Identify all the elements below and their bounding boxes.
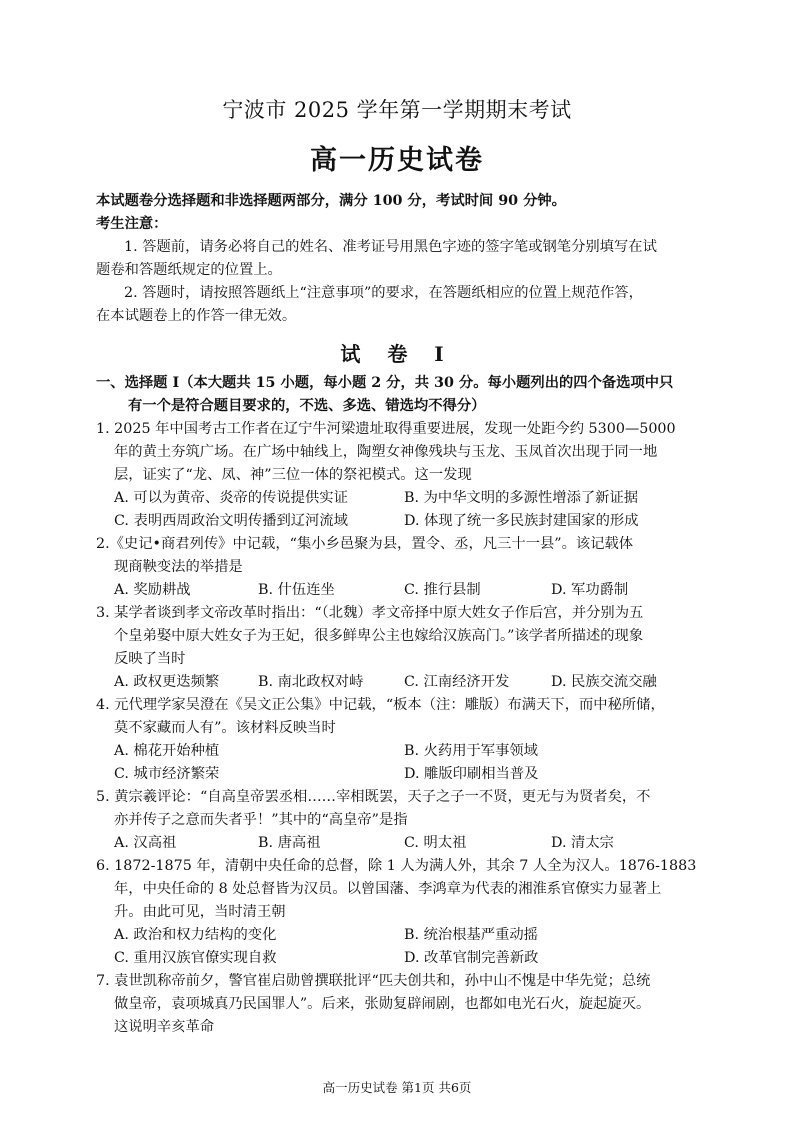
question-3-option-a: A. 政权更迭频繁 bbox=[114, 674, 220, 690]
question-4-option-b: B. 火药用于军事领域 bbox=[404, 743, 538, 759]
question-6-line-1: 6. 1872-1875 年，清朝中央任命的总督，除 1 人为满人外，其余 7 人全为汉人。1876-1883 bbox=[96, 858, 697, 874]
notice-item-1-cont: 题卷和答题纸规定的位置上。 bbox=[96, 262, 282, 278]
question-5-option-d: D. 清太宗 bbox=[551, 835, 614, 851]
question-1-line-3: 层，证实了“龙、凤、神”三位一体的祭祀模式。这一发现 bbox=[114, 467, 472, 483]
question-2-option-d: D. 军功爵制 bbox=[551, 582, 629, 598]
question-1-line-2: 年的黄土夯筑广场。在广场中轴线上，陶塑女神像残块与玉龙、玉凤首次出现于同一地 bbox=[114, 444, 658, 460]
question-6-line-3: 升。由此可见，当时清王朝 bbox=[114, 904, 286, 920]
question-6-option-a: A. 政治和权力结构的变化 bbox=[114, 927, 277, 943]
notice-label: 考生注意： bbox=[96, 216, 168, 232]
question-7-line-3: 这说明辛亥革命 bbox=[114, 1019, 215, 1035]
question-3-line-2: 个皇弟娶中原大姓女子为王妃，很多鲜卑公主也嫁给汉族高门。”该学者所描述的现象 bbox=[114, 628, 644, 644]
page-footer: 高一历史试卷 第1页 共6页 bbox=[322, 1080, 472, 1095]
question-4-option-c: C. 城市经济繁荣 bbox=[114, 766, 220, 782]
question-7-line-2: 做皇帝，袁项城真乃民国罪人”。后来，张勋复辟闹剧，也都如电光石火，旋起旋灭。 bbox=[114, 996, 651, 1012]
question-7-line-1: 7. 袁世凯称帝前夕，警官崔启勋曾撰联批评“匹夫创共和，孙中山不愧是中华先觉；总统 bbox=[96, 973, 651, 989]
question-3-option-c: C. 江南经济开发 bbox=[404, 674, 510, 690]
notice-item-1: 1. 答题前，请务必将自己的姓名、准考证号用黑色字迹的签字笔或钢笔分别填写在试 bbox=[124, 239, 657, 255]
question-1-line-1: 1. 2025 年中国考古工作者在辽宁牛河梁遗址取得重要进展，发现一处距今约 5300—5000 bbox=[96, 421, 676, 437]
notice-item-2: 2. 答题时，请按照答题纸上“注意事项”的要求，在答题纸相应的位置上规范作答， bbox=[124, 285, 643, 301]
question-1-option-a: A. 可以为黄帝、炎帝的传说提供实证 bbox=[114, 490, 348, 506]
question-3-option-b: B. 南北政权对峙 bbox=[258, 674, 364, 690]
question-3-option-d: D. 民族交流交融 bbox=[551, 674, 657, 690]
question-4-line-1: 4. 元代理学家吴澄在《吴文正公集》中记载，“板本（注：雕版）布满天下，而中秘所储， bbox=[96, 697, 665, 713]
question-4-option-a: A. 棉花开始种植 bbox=[114, 743, 220, 759]
question-5-option-c: C. 明太祖 bbox=[404, 835, 467, 851]
exam-subject-title: 高一历史试卷 bbox=[310, 145, 484, 176]
section-title: 试 卷 I bbox=[340, 342, 454, 366]
question-3-line-1: 3. 某学者谈到孝文帝改革时指出：“（北魏）孝文帝择中原大姓女子作后宫，并分别为五 bbox=[96, 605, 644, 621]
section-heading: 一、选择题 I（本大题共 15 小题，每小题 2 分，共 30 分。每小题列出的四个备选项中只 bbox=[96, 375, 674, 391]
question-6-option-b: B. 统治根基严重动摇 bbox=[404, 927, 538, 943]
question-1-option-d: D. 体现了统一多民族封建国家的形成 bbox=[404, 513, 639, 529]
question-6-option-c: C. 重用汉族官僚实现自救 bbox=[114, 950, 277, 966]
question-1-option-b: B. 为中华文明的多源性增添了新证据 bbox=[404, 490, 639, 506]
exam-title: 宁波市 2025 学年第一学期期末考试 bbox=[222, 98, 572, 122]
question-2-line-1: 2.《史记•商君列传》中记载，“集小乡邑聚为县，置令、丞，凡三十一县”。该记载体 bbox=[96, 536, 634, 552]
question-2-option-a: A. 奖励耕战 bbox=[114, 582, 191, 598]
question-4-line-2: 莫不家藏而人有”。该材料反映当时 bbox=[114, 720, 336, 736]
question-6-option-d: D. 改革官制完善新政 bbox=[404, 950, 539, 966]
question-2-option-c: C. 推行县制 bbox=[404, 582, 481, 598]
exam-summary: 本试题卷分选择题和非选择题两部分，满分 100 分，考试时间 90 分钟。 bbox=[96, 193, 566, 209]
question-2-line-2: 现商鞅变法的举措是 bbox=[114, 559, 243, 575]
section-heading-cont: 有一个是符合题目要求的，不选、多选、错选均不得分） bbox=[128, 398, 486, 414]
question-5-option-b: B. 唐高祖 bbox=[258, 835, 321, 851]
question-1-option-c: C. 表明西周政治文明传播到辽河流域 bbox=[114, 513, 348, 529]
question-4-option-d: D. 雕版印刷相当普及 bbox=[404, 766, 539, 782]
question-5-option-a: A. 汉高祖 bbox=[114, 835, 177, 851]
question-6-line-2: 年，中央任命的 8 处总督皆为汉员。以曾国藩、李鸿章为代表的湘淮系官僚实力显著上 bbox=[114, 881, 662, 897]
question-5-line-2: 亦并传子之意而失者乎！”其中的“高皇帝”是指 bbox=[114, 812, 408, 828]
question-3-line-3: 反映了当时 bbox=[114, 651, 186, 667]
question-5-line-1: 5. 黄宗羲评论：“自高皇帝罢丞相……宰相既罢，天子之子一不贤，更无与为贤者矣，不 bbox=[96, 789, 651, 805]
notice-item-2-cont: 在本试题卷上的作答一律无效。 bbox=[96, 308, 297, 324]
question-2-option-b: B. 什伍连坐 bbox=[258, 582, 335, 598]
